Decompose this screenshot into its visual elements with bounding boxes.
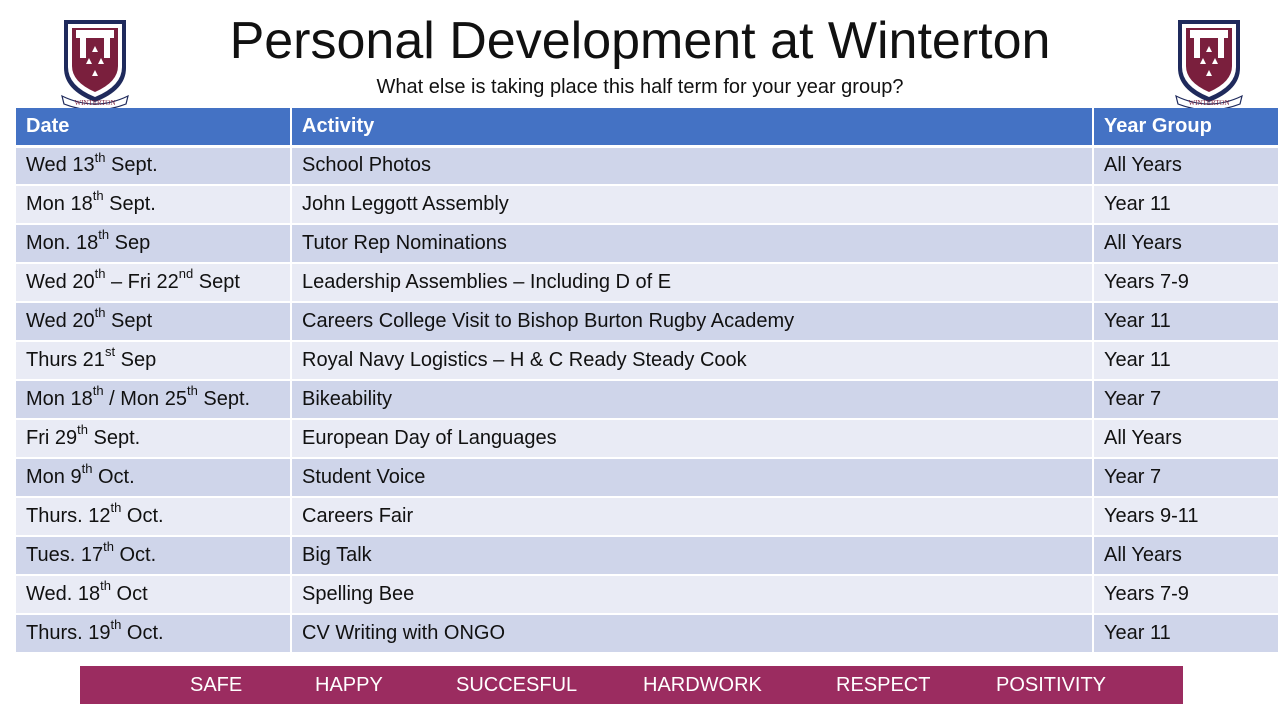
date-ordinal-suffix: th	[92, 188, 104, 204]
date-text: Sept.	[197, 388, 251, 410]
table-row	[16, 263, 1279, 302]
cell-activity: John Leggott Assembly	[291, 185, 1093, 224]
cell-year-group: All Years	[1093, 224, 1279, 263]
table-row	[16, 497, 1279, 536]
cell-activity: Big Talk	[291, 536, 1093, 575]
cell-date	[16, 224, 291, 263]
column-header-date: Date	[16, 108, 291, 146]
date-text: Sept.	[103, 193, 156, 215]
date-text: Oct.	[92, 466, 135, 488]
cell-activity: Bikeability	[291, 380, 1093, 419]
cell-year-group: Year 11	[1093, 302, 1279, 341]
date-text: Oct.	[113, 544, 157, 566]
date-text: Mon 18	[26, 388, 93, 410]
cell-date	[16, 458, 291, 497]
table-row	[16, 458, 1279, 497]
date-text: Wed 13	[26, 154, 95, 177]
cell-date	[16, 341, 291, 380]
cell-activity: Royal Navy Logistics – H & C Ready Steady Cook	[291, 341, 1093, 380]
cell-date	[16, 536, 291, 575]
value-succesful: SUCCESFUL	[456, 674, 578, 696]
date-text: Wed 20	[26, 271, 95, 293]
cell-date	[16, 419, 291, 458]
cell-date	[16, 380, 291, 419]
date-ordinal-suffix: th	[94, 305, 106, 321]
date-ordinal-suffix: th	[94, 266, 106, 282]
column-header-activity: Activity	[291, 108, 1093, 146]
date-text: Sept.	[105, 154, 158, 177]
cell-date	[16, 302, 291, 341]
cell-year-group: Year 11	[1093, 341, 1279, 380]
cell-year-group: Years 7-9	[1093, 575, 1279, 614]
date-ordinal-suffix: th	[110, 617, 122, 633]
date-text: Oct.	[121, 622, 164, 644]
table-row	[16, 146, 1279, 185]
page-subtitle: What else is taking place this half term for your year group?	[376, 76, 904, 98]
value-safe: SAFE	[190, 674, 243, 696]
table-row	[16, 575, 1279, 614]
date-text: Thurs. 12	[26, 505, 111, 527]
table-row	[16, 302, 1279, 341]
date-text: Fri 29	[26, 427, 78, 449]
date-text: Sept	[193, 271, 240, 293]
date-ordinal-suffix: th	[103, 539, 114, 555]
events-table	[16, 108, 1280, 654]
cell-activity: Careers Fair	[291, 497, 1093, 536]
table-row	[16, 536, 1279, 575]
school-values-bar	[80, 666, 1183, 704]
date-text: Sep	[109, 232, 151, 254]
column-header-year-group: Year Group	[1093, 108, 1279, 146]
cell-date	[16, 614, 291, 653]
date-ordinal-suffix: nd	[178, 266, 194, 282]
table-row	[16, 341, 1279, 380]
cell-activity: Student Voice	[291, 458, 1093, 497]
page-title: Personal Development at Winterton	[229, 12, 1051, 70]
date-ordinal-suffix: th	[81, 461, 93, 477]
value-hardwork: HARDWORK	[643, 674, 762, 696]
date-text: Mon 9	[26, 466, 82, 488]
table-row	[16, 185, 1279, 224]
date-text: Wed 20	[26, 310, 95, 332]
cell-year-group: Year 7	[1093, 458, 1279, 497]
cell-year-group: Years 7-9	[1093, 263, 1279, 302]
cell-activity: Leadership Assemblies – Including D of E	[291, 263, 1093, 302]
value-happy: HAPPY	[315, 674, 383, 696]
date-text: Mon. 18	[26, 232, 99, 254]
date-ordinal-suffix: th	[92, 383, 104, 399]
value-positivity: POSITIVITY	[996, 674, 1107, 696]
date-text: Mon 18	[26, 193, 93, 215]
cell-activity: Spelling Bee	[291, 575, 1093, 614]
date-ordinal-suffix: th	[100, 578, 111, 594]
value-respect: RESPECT	[836, 674, 931, 696]
cell-year-group: Year 11	[1093, 614, 1279, 653]
date-ordinal-suffix: th	[94, 149, 106, 165]
date-text: Sep	[115, 349, 157, 371]
date-ordinal-suffix: th	[186, 383, 198, 399]
table-header-row	[16, 108, 1279, 146]
date-text: Sept	[105, 310, 153, 332]
date-text: / Mon 25	[103, 388, 187, 410]
cell-date	[16, 263, 291, 302]
date-text: Oct.	[121, 505, 164, 527]
cell-year-group: Year 11	[1093, 185, 1279, 224]
date-ordinal-suffix: st	[104, 344, 116, 360]
date-text: Sept.	[87, 427, 141, 449]
cell-year-group: All Years	[1093, 146, 1279, 185]
cell-date	[16, 575, 291, 614]
date-ordinal-suffix: th	[77, 422, 88, 438]
svg-text:WINTERTON: WINTERTON	[1188, 99, 1230, 107]
cell-activity: European Day of Languages	[291, 419, 1093, 458]
date-text: Tues. 17	[26, 544, 104, 566]
cell-date	[16, 185, 291, 224]
date-text: – Fri 22	[105, 271, 179, 293]
cell-activity: Tutor Rep Nominations	[291, 224, 1093, 263]
table-row	[16, 614, 1279, 653]
cell-year-group: All Years	[1093, 419, 1279, 458]
table-row	[16, 224, 1279, 263]
date-ordinal-suffix: th	[98, 227, 110, 243]
cell-year-group: Years 9-11	[1093, 497, 1279, 536]
cell-date	[16, 146, 291, 185]
cell-activity: School Photos	[291, 146, 1093, 185]
svg-text:WINTERTON: WINTERTON	[74, 99, 116, 107]
date-ordinal-suffix: th	[110, 500, 122, 516]
date-text: Thurs. 19	[26, 622, 111, 644]
table-row	[16, 380, 1279, 419]
table-row	[16, 419, 1279, 458]
date-text: Wed. 18	[26, 583, 101, 605]
date-text: Thurs 21	[26, 349, 105, 371]
cell-year-group: Year 7	[1093, 380, 1279, 419]
cell-activity: CV Writing with ONGO	[291, 614, 1093, 653]
events-table-body	[16, 146, 1279, 653]
date-text: Oct	[110, 583, 148, 605]
cell-activity: Careers College Visit to Bishop Burton Rugby Academy	[291, 302, 1093, 341]
cell-date	[16, 497, 291, 536]
cell-year-group: All Years	[1093, 536, 1279, 575]
